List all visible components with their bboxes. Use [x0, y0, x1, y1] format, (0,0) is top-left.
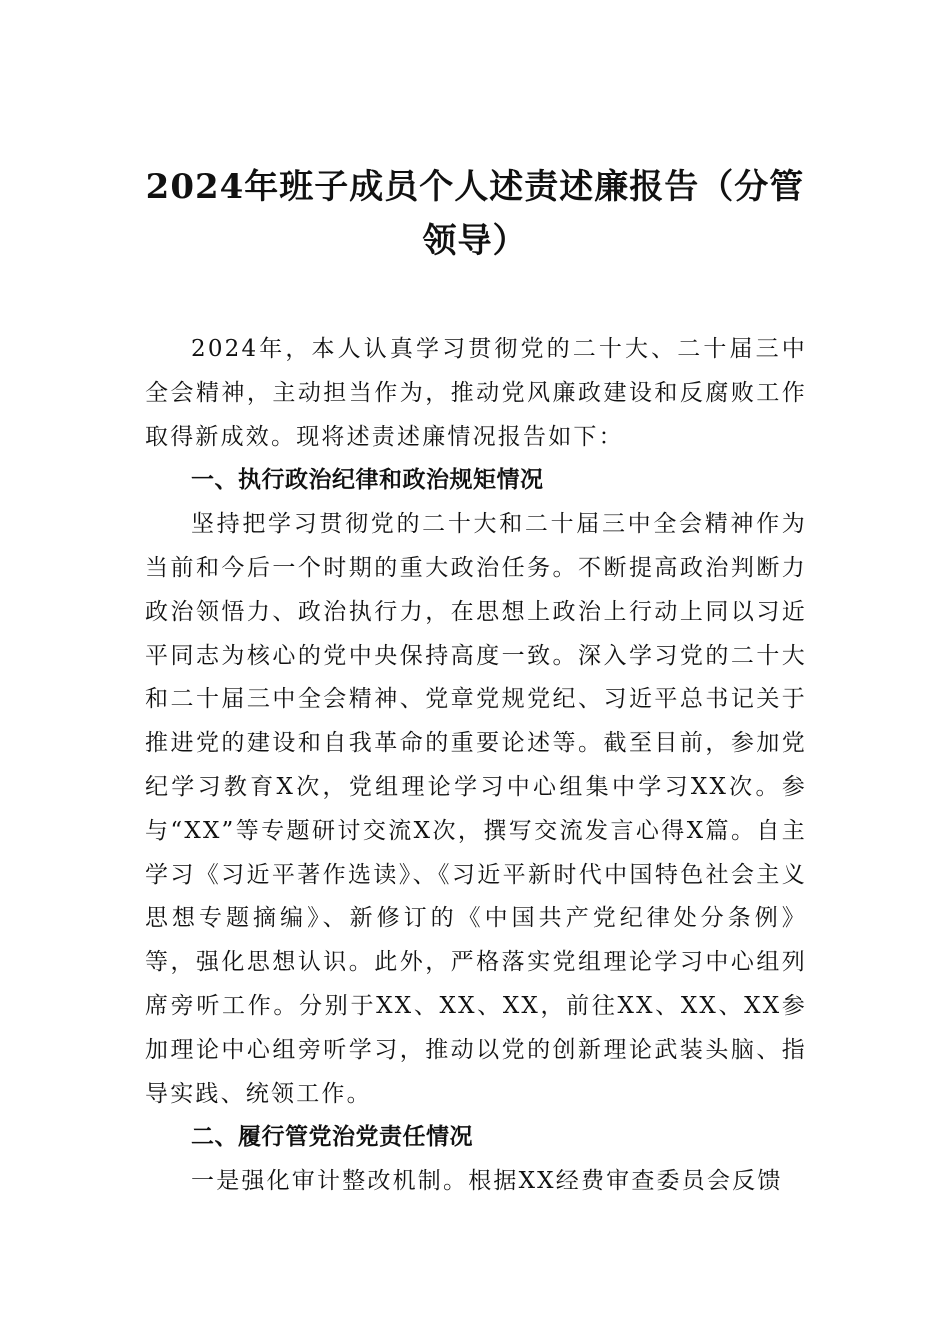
- intro-paragraph: 2024年，本人认真学习贯彻党的二十大、二十届三中全会精神，主动担当作为，推动党风廉政建设和反腐败工作取得新成效。现将述责述廉情况报告如下：: [145, 336, 807, 450]
- document-title: [145, 160, 805, 268]
- section-1-heading: 一、执行政治纪律和政治规矩情况: [191, 467, 544, 494]
- document-title-line-2: 领导）: [422, 221, 528, 261]
- section-2-paragraph: 一是强化审计整改机制。根据XX经费审查委员会反馈: [191, 1168, 783, 1195]
- document-title-line-1: 2024年班子成员个人述责述廉报告（分管: [145, 167, 805, 207]
- section-2-heading: 二、履行管党治党责任情况: [191, 1124, 473, 1151]
- document-body: [145, 328, 807, 1204]
- section-1-paragraph: 坚持把学习贯彻党的二十大和二十届三中全会精神作为当前和今后一个时期的重大政治任务。不断提高政治判断力政治领悟力、政治执行力，在思想上政治上行动上同以习近平同志为核心的党中央保持高度一致。深入学习党的二十大和二十届三中全会精神、党章党规党纪、习近平总书记关于推进党的建设和自我革命的重要论述等。截至目前，参加党纪学习教育X次，党组理论学习中心组集中学习XX次。参与“XX”等专题研讨交流X次，撰写交流发言心得X篇。自主学习《习近平著作选读》、《习近平新时代中国特色社会主义思想专题摘编》、新修订的《中国共产党纪律处分条例》等，强化思想认识。此外，严格落实党组理论学习中心组列席旁听工作。分别于XX、XX、XX，前往XX、XX、XX参加理论中心组旁听学习，推动以党的创新理论武装头脑、指导实践、统领工作。: [145, 511, 807, 1107]
